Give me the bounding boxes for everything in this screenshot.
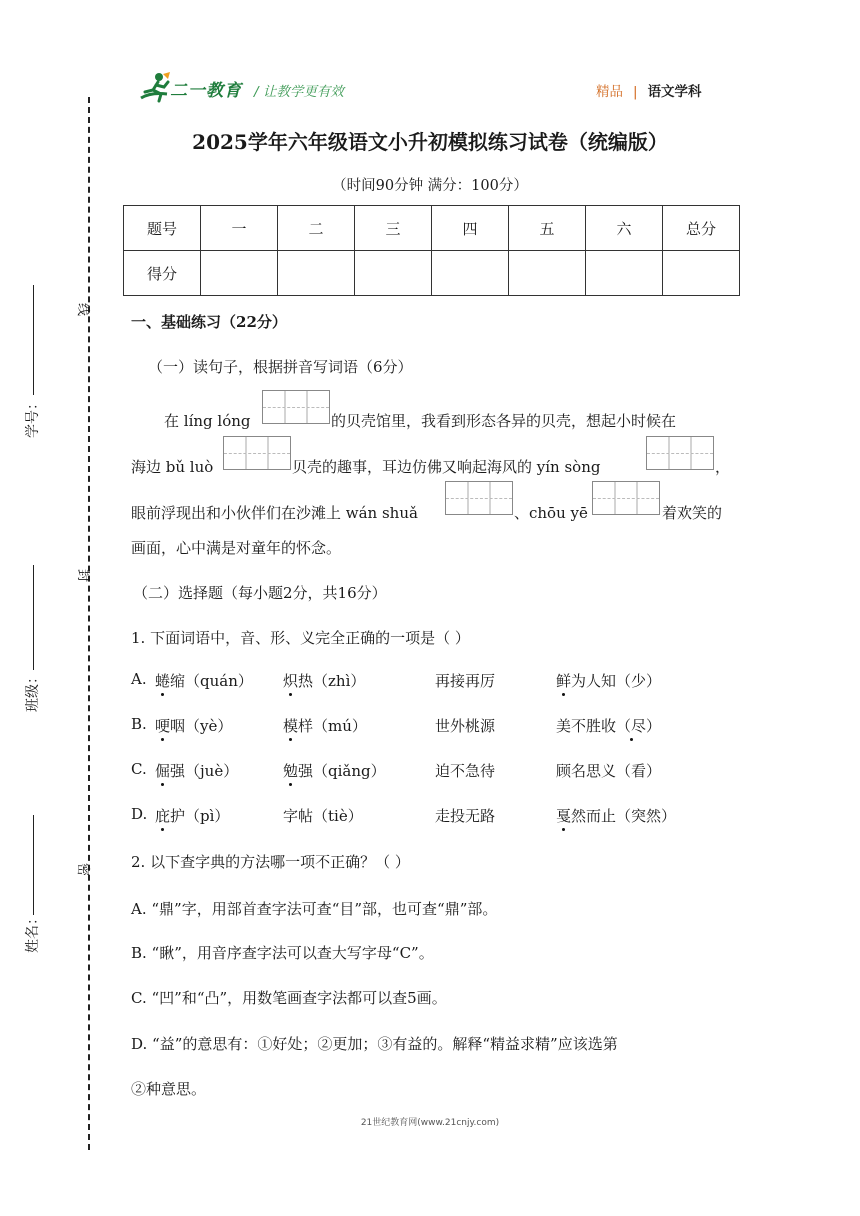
section-heading: 一、基础练习（22分） (131, 313, 287, 331)
score-table-header-row (124, 206, 740, 251)
binding-char-seal: 封 (75, 568, 91, 583)
score-row-label: 得分 (124, 251, 201, 296)
exam-subtitle: （时间90分钟 满分：100分） (332, 178, 528, 194)
q2-option-b: B. “瞅”，用音序查字法可以查大写字母“C”。 (131, 944, 434, 962)
sentence-text: 海边 bǔ luò (131, 458, 214, 476)
score-header-cell: 总分 (663, 206, 740, 251)
page-footer: 21世纪教育网(www.21cnjy.com) (360, 1118, 500, 1128)
score-cell[interactable] (509, 251, 586, 296)
score-cell[interactable] (355, 251, 432, 296)
score-header-cell: 一 (201, 206, 278, 251)
score-header-cell: 二 (278, 206, 355, 251)
score-header-cell: 四 (432, 206, 509, 251)
page-title: 2025学年六年级语文小升初模拟练习试卷（统编版） (192, 130, 668, 154)
q2-option-c: C. “凹”和“凸”，用数笔画查字法都可以查5画。 (131, 989, 447, 1007)
part1-heading: （一）读句子，根据拼音写词语（6分） (148, 358, 413, 376)
class-line (33, 565, 34, 670)
name-label: 姓名： (25, 911, 41, 953)
student-id-label: 学号： (25, 396, 41, 438)
pinyin-answer-grid[interactable] (262, 390, 330, 424)
score-table-score-row (124, 251, 740, 296)
pinyin-answer-grid[interactable] (445, 481, 513, 515)
sentence-text: 着欢笑的 (662, 504, 723, 522)
score-cell[interactable] (432, 251, 509, 296)
score-header-cell: 六 (586, 206, 663, 251)
quality-tag: 精品 (596, 84, 623, 100)
class-label: 班级： (25, 670, 41, 712)
question-1: 1. 下面词语中，音、形、义完全正确的一项是（ ） (131, 629, 470, 647)
sentence-text: 在 líng lóng (164, 412, 251, 430)
pinyin-answer-grid[interactable] (592, 481, 660, 515)
header-right: 精品 | 语文学科 (596, 84, 702, 100)
student-id-line (33, 285, 34, 395)
score-cell[interactable] (278, 251, 355, 296)
question-2: 2. 以下查字典的方法哪一项不正确？（ ） (131, 853, 410, 871)
slogan: / 让教学更有效 (254, 84, 344, 100)
score-header-cell: 五 (509, 206, 586, 251)
score-cell[interactable] (201, 251, 278, 296)
part2-heading: （二）选择题（每小题2分，共16分） (133, 584, 387, 602)
score-header-cell: 题号 (124, 206, 201, 251)
sentence-text: 眼前浮现出和小伙伴们在沙滩上 wán shuǎ (131, 504, 418, 522)
sentence-text: 画面，心中满是对童年的怀念。 (131, 539, 342, 557)
q2-option-d-cont: ②种意思。 (131, 1080, 207, 1098)
score-cell[interactable] (663, 251, 740, 296)
sentence-text: ， (715, 458, 731, 476)
subject-tag: 语文学科 (647, 84, 702, 100)
binding-dashed-line (88, 97, 90, 1150)
pinyin-answer-grid[interactable] (646, 436, 714, 470)
binding-char-line: 线 (75, 302, 91, 317)
binding-char-secret: 密 (75, 862, 91, 877)
logo-text: 二一教育 (170, 81, 242, 101)
sentence-text: 、chōu yē (514, 504, 588, 522)
pinyin-answer-grid[interactable] (223, 436, 291, 470)
score-table (123, 205, 740, 296)
sentence-text: 的贝壳馆里，我看到形态各异的贝壳，想起小时候在 (331, 412, 677, 430)
sentence-text: 贝壳的趣事，耳边仿佛又响起海风的 yín sòng (292, 458, 601, 476)
q2-option-a: A. “鼎”字，用部首查字法可查“目”部，也可查“鼎”部。 (131, 900, 498, 918)
q2-option-d: D. “益”的意思有：①好处；②更加；③有益的。解释“精益求精”应该选第 (131, 1035, 618, 1053)
score-cell[interactable] (586, 251, 663, 296)
score-header-cell: 三 (355, 206, 432, 251)
name-line (33, 815, 34, 915)
